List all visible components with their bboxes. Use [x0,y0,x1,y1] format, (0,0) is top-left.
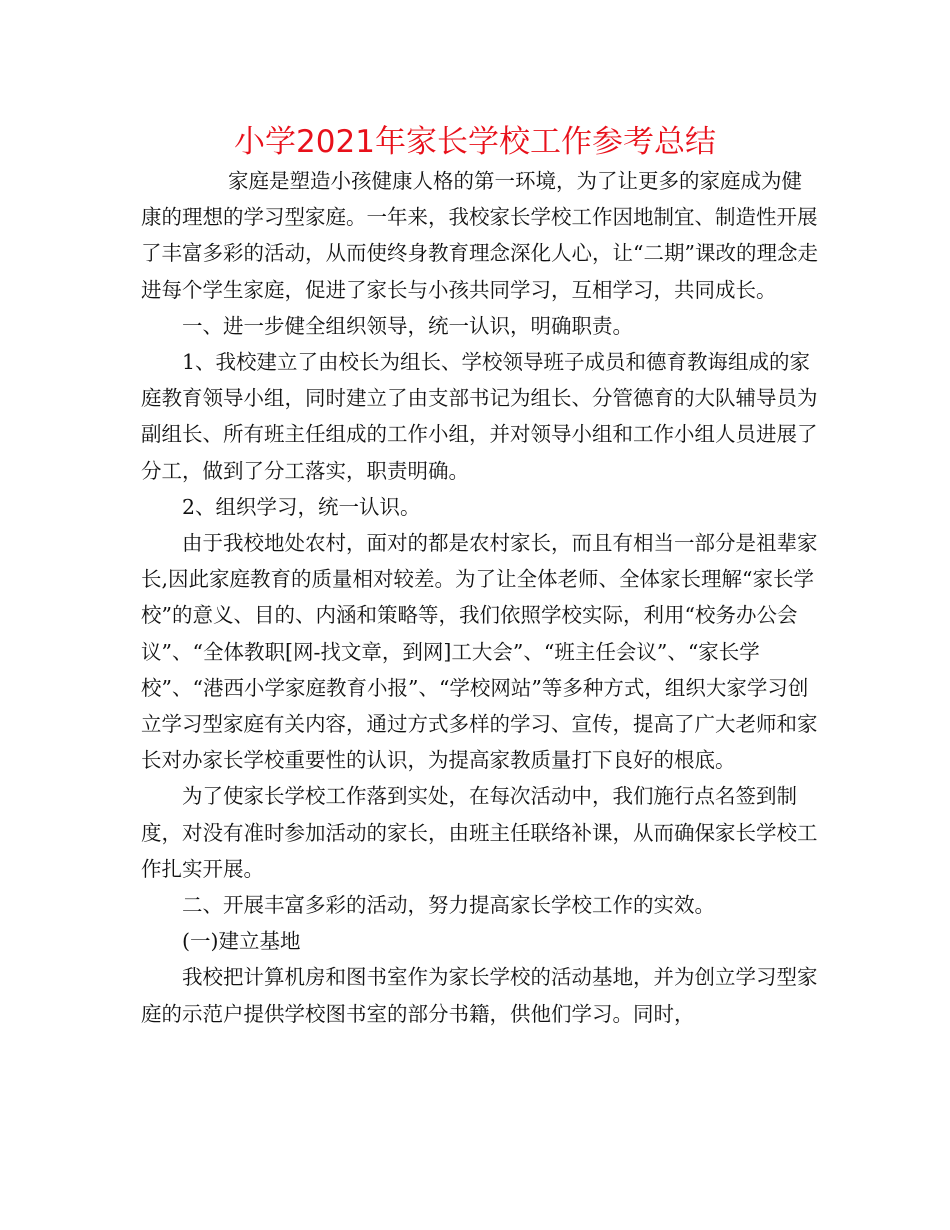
paragraph-organization: 1、我校建立了由校长为组长、学校领导班子成员和德育教诲组成的家庭教育领导小组，同时建立了由支部书记为组长、分管德育的大队辅导员为副组长、所有班主任组成的工作小组，并对领导小组和工作小组人员进展了分工，做到了分工落实，职责明确。 [141,350,818,483]
section-heading-2: 二、开展丰富多彩的活动，努力提高家长学校工作的实效。 [182,893,715,918]
subsection-heading-1: (一)建立基地 [182,929,301,954]
paragraph-intro: 家庭是塑造小孩健康人格的第一环境，为了让更多的家庭成为健康的理想的学习型家庭。一年来，我校家长学校工作因地制宜、制造性开展了丰富多彩的活动，从而使终身教育理念深化人心，让“二期”课改的理念走进每个学生家庭，促进了家长与小孩共同学习，互相学习，共同成长。 [141,169,818,302]
document-body [141,163,821,1032]
document-title: 小学2021年家长学校工作参考总结 [234,124,716,160]
paragraph-study: 由于我校地处农村，面对的都是农村家长，而且有相当一部分是祖辈家长,因此家庭教育的质量相对较差。为了让全体老师、全体家长理解“家长学校”的意义、目的、内涵和策略等，我们依照学校实际，利用“校务办公会议”、“全体教职[网-找文章，到网]工大会”、“班主任会议”、“家长学校”、“港西小学家庭教育小报”、“学校网站”等多种方式，组织大家学习创立学习型家庭有关内容，通过方式多样的学习、宣传，提高了广大老师和家长对办家长学校重要性的认识，为提高家教质量打下良好的根底。 [141,531,818,773]
section-heading-1: 一、进一步健全组织领导，统一认识，明确职责。 [182,313,633,338]
paragraph-base: 我校把计算机房和图书室作为家长学校的活动基地，并为创立学习型家庭的示范户提供学校图书室的部分书籍，供他们学习。同时， [141,965,818,1026]
paragraph-attendance: 为了使家长学校工作落到实处，在每次活动中，我们施行点名签到制度，对没有准时参加活动的家长，由班主任联络补课，从而确保家长学校工作扎实开展。 [141,784,818,881]
paragraph-study-heading: 2、组织学习，统一认识。 [182,494,421,519]
